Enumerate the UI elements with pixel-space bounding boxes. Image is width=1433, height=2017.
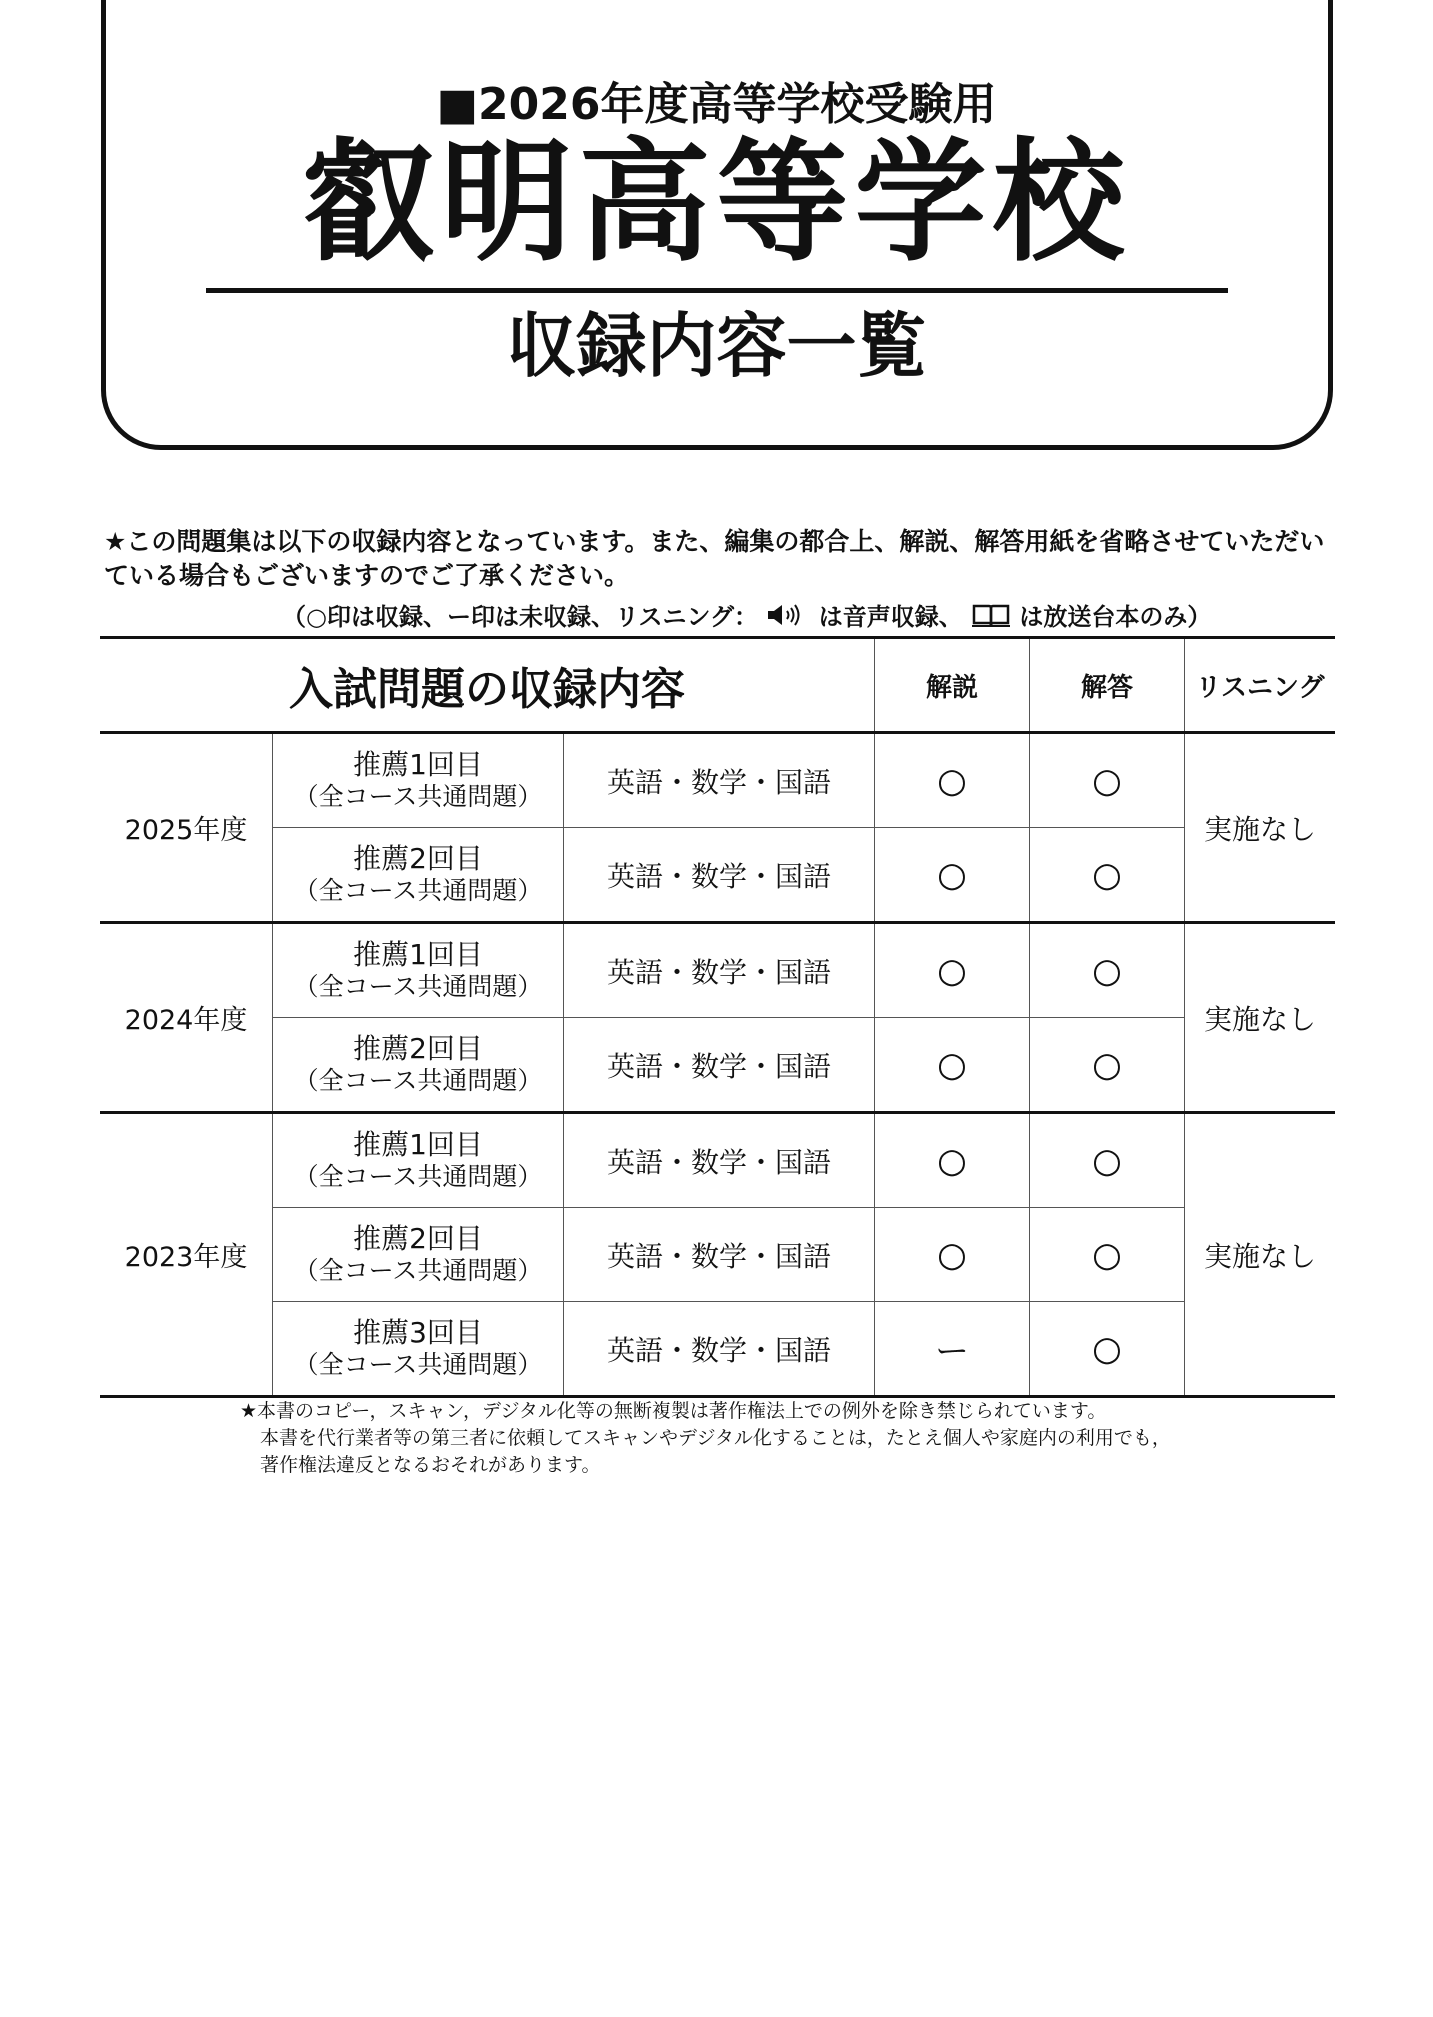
session-name: 推薦1回目 xyxy=(353,937,483,971)
header-answers: 解答 xyxy=(1030,638,1185,733)
session-name: 推薦3回目 xyxy=(353,1315,483,1349)
subjects-cell: 英語・数学・国語 xyxy=(564,1208,875,1302)
listening-cell: 実施なし xyxy=(1185,1113,1336,1397)
session-scope: （全コース共通問題） xyxy=(293,781,543,811)
subjects-cell: 英語・数学・国語 xyxy=(564,1018,875,1113)
explanation-mark: ○ xyxy=(875,1018,1030,1113)
title-divider xyxy=(206,288,1228,293)
session-scope: （全コース共通問題） xyxy=(293,1065,543,1095)
legend-speaker-text: は音声収録、 xyxy=(818,603,963,631)
listening-cell: 実施なし xyxy=(1185,923,1336,1113)
footnote-line: 著作権法違反となるおそれがあります。 xyxy=(260,1454,601,1476)
session-cell xyxy=(273,1208,564,1302)
footnote-line: ★本書のコピー，スキャン，デジタル化等の無断複製は著作権法上での例外を除き禁じられています。 xyxy=(240,1400,1107,1422)
contents-table xyxy=(100,636,1335,1398)
session-name: 推薦2回目 xyxy=(353,841,483,875)
explanation-mark: ○ xyxy=(875,733,1030,828)
table-row xyxy=(100,1113,1335,1208)
session-cell xyxy=(273,1113,564,1208)
explanation-mark: ○ xyxy=(875,1113,1030,1208)
session-scope: （全コース共通問題） xyxy=(293,1255,543,1285)
subjects-cell: 英語・数学・国語 xyxy=(564,733,875,828)
header-listening: リスニング xyxy=(1185,638,1336,733)
session-cell xyxy=(273,1018,564,1113)
explanation-mark: ○ xyxy=(875,923,1030,1018)
session-cell xyxy=(273,1302,564,1397)
header-contents: 入試問題の収録内容 xyxy=(100,638,875,733)
session-cell xyxy=(273,828,564,923)
table-row xyxy=(100,1208,1335,1302)
year-cell: 2024年度 xyxy=(100,923,273,1113)
legend-prefix: （○印は収録、ー印は未収録、リスニング： xyxy=(282,603,758,631)
answers-mark: ○ xyxy=(1030,1208,1185,1302)
session-name: 推薦1回目 xyxy=(353,747,483,781)
answers-mark: ○ xyxy=(1030,1113,1185,1208)
subjects-cell: 英語・数学・国語 xyxy=(564,828,875,923)
table-row xyxy=(100,1302,1335,1397)
legend xyxy=(282,597,1211,634)
book-icon xyxy=(971,602,1011,634)
table-row xyxy=(100,923,1335,1018)
session-cell xyxy=(273,733,564,828)
session-cell xyxy=(273,923,564,1018)
table-row xyxy=(100,733,1335,828)
subjects-cell: 英語・数学・国語 xyxy=(564,1302,875,1397)
session-scope: （全コース共通問題） xyxy=(293,1161,543,1191)
subjects-cell: 英語・数学・国語 xyxy=(564,923,875,1018)
table-row xyxy=(100,1018,1335,1113)
footnote-line: 本書を代行業者等の第三者に依頼してスキャンやデジタル化することは，たとえ個人や家庭内の利用でも， xyxy=(260,1427,1171,1449)
table-header-row xyxy=(100,638,1335,733)
speaker-icon xyxy=(766,603,810,633)
explanation-mark: ○ xyxy=(875,1208,1030,1302)
session-name: 推薦2回目 xyxy=(353,1221,483,1255)
header-explanation: 解説 xyxy=(875,638,1030,733)
answers-mark: ○ xyxy=(1030,1302,1185,1397)
explanation-mark: ー xyxy=(875,1302,1030,1397)
listening-cell: 実施なし xyxy=(1185,733,1336,923)
year-cell: 2025年度 xyxy=(100,733,273,923)
answers-mark: ○ xyxy=(1030,1018,1185,1113)
table-row xyxy=(100,828,1335,923)
session-name: 推薦1回目 xyxy=(353,1127,483,1161)
school-title: 叡明高等学校 xyxy=(302,126,1131,280)
session-name: 推薦2回目 xyxy=(353,1031,483,1065)
page-subtitle: 収録内容一覧 xyxy=(506,305,927,387)
legend-book-text: は放送台本のみ） xyxy=(1019,603,1212,631)
session-scope: （全コース共通問題） xyxy=(293,971,543,1001)
answers-mark: ○ xyxy=(1030,733,1185,828)
session-scope: （全コース共通問題） xyxy=(293,1349,543,1379)
answers-mark: ○ xyxy=(1030,828,1185,923)
subjects-cell: 英語・数学・国語 xyxy=(564,1113,875,1208)
explanation-mark: ○ xyxy=(875,828,1030,923)
copyright-footnote xyxy=(240,1398,1171,1479)
edition-label: ■2026年度高等学校受験用 xyxy=(436,79,997,130)
year-cell: 2023年度 xyxy=(100,1113,273,1397)
session-scope: （全コース共通問題） xyxy=(293,875,543,905)
answers-mark: ○ xyxy=(1030,923,1185,1018)
notice-text: ★この問題集は以下の収録内容となっています。また、編集の都合上、解説、解答用紙を省略させていただいている場合もございますのでご了承ください。 xyxy=(104,527,1325,590)
